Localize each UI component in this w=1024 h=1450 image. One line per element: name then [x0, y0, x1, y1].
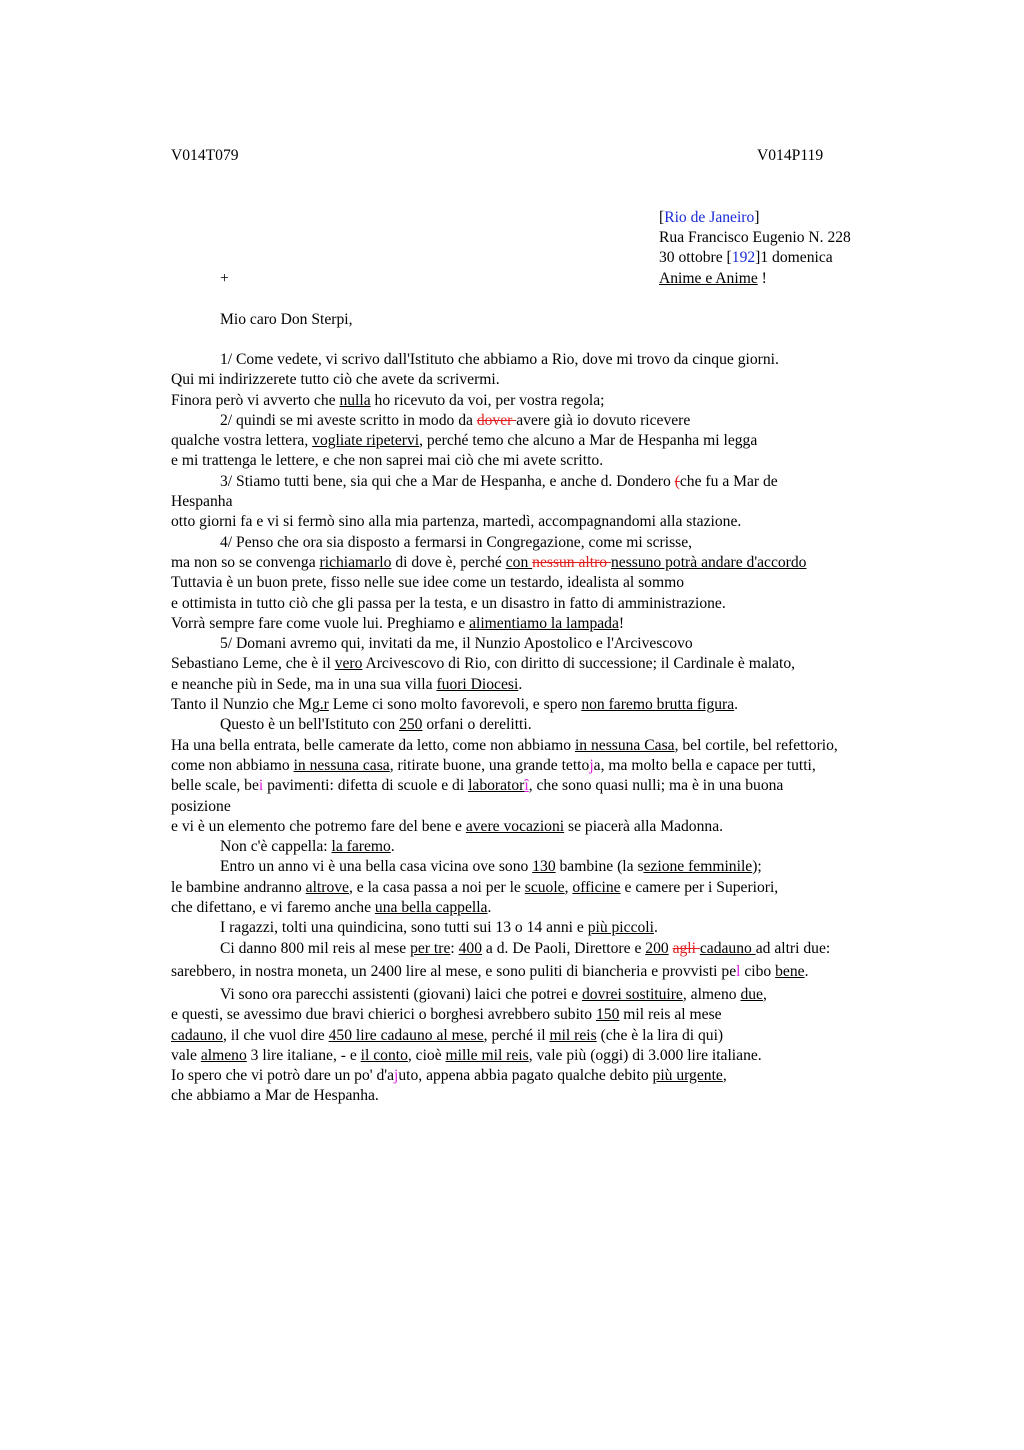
correction-text: l: [736, 962, 741, 980]
letter-line: [171, 594, 931, 614]
line-text: a, ma molto bella e capace per tutti,: [593, 756, 816, 774]
date-year: 192: [731, 249, 756, 266]
struck-text: agli: [672, 939, 700, 957]
date-prefix: 30 ottobre [: [659, 249, 732, 266]
line-text: otto giorni fa e vi si fermò sino alla mia partenza, martedì, accompagnandomi alla stazione.: [171, 513, 742, 531]
line-text: :: [450, 939, 459, 957]
line-text: e neanche più in Sede, ma in una sua villa: [171, 675, 437, 693]
underlined-text: 130: [532, 858, 556, 876]
line-text: , bel cortile, bel refettorio,: [674, 736, 838, 754]
line-text: a d. De Paoli, Direttore e: [482, 939, 646, 957]
letter-line: [171, 797, 931, 817]
underlined-text: officine: [572, 878, 621, 896]
line-text: cibo: [740, 962, 776, 980]
letter-line: [171, 857, 931, 877]
line-text: che fu a Mar de: [679, 472, 778, 490]
letter-line: [171, 878, 931, 898]
line-text: Finora però vi avverto che: [171, 391, 340, 409]
line-text: e questi, se avessimo due bravi chierici o borghesi avrebbero subito: [171, 1006, 596, 1024]
underlined-text: 150: [595, 1006, 620, 1024]
line-text: ,: [722, 1067, 727, 1085]
line-text: ,: [564, 878, 573, 896]
line-text: 1/ Come vedete, vi scrivo dall'Istituto che abbiamo a Rio, dove mi trovo da cinque giorni.: [220, 351, 779, 368]
motto: [659, 269, 767, 289]
line-text: e camere per i Superiori,: [620, 878, 779, 896]
underlined-text: vero: [334, 655, 363, 673]
underlined-text: cadauno: [699, 939, 756, 957]
underlined-text: in nessuna casa: [293, 756, 390, 774]
underlined-text: cadauno: [171, 1026, 223, 1044]
letter-line: [171, 1005, 931, 1025]
letter-line: [171, 1066, 931, 1086]
line-text: .: [653, 919, 658, 937]
salutation: Mio caro Don Sterpi,: [220, 311, 353, 328]
underlined-text: ezione femminile: [643, 858, 753, 876]
line-text: e mi trattenga le lettere, e che non saprei mai ciò che mi avete scritto.: [171, 452, 604, 470]
letter-line: [171, 553, 931, 573]
line-text: Ha una bella entrata, belle camerate da letto, come non abbiamo: [171, 736, 575, 754]
underlined-text: in nessuna Casa: [574, 736, 675, 754]
line-text: , perché il: [483, 1026, 550, 1044]
underlined-text: non faremo brutta figura: [581, 696, 735, 714]
underlined-text: almeno: [200, 1046, 247, 1064]
line-text: ,: [762, 985, 767, 1003]
letter-line: [171, 614, 931, 634]
line-text: sarebbero, in nostra moneta, un 2400 lire al mese, e sono puliti di biancheria e provvisti pe: [171, 962, 737, 980]
letter-date: [659, 248, 833, 268]
letter-line: [171, 675, 931, 695]
underlined-text: richiamarlo: [319, 553, 392, 571]
right-code: V014P119: [757, 147, 824, 164]
motto-end: !: [757, 270, 767, 287]
line-text: Vorrà sempre fare come vuole lui. Preghiamo e: [171, 614, 470, 632]
underlined-text: .r: [319, 696, 329, 714]
letter-line: [171, 431, 931, 451]
line-text: mil reis al mese: [619, 1006, 722, 1024]
line-text: Io spero che vi potrò dare un po' d'a: [171, 1067, 394, 1085]
letter-line: [171, 654, 931, 674]
underlined-text: scuole: [524, 878, 565, 896]
letter-line: [171, 573, 931, 593]
line-text: Leme ci sono molto favorevoli, e spero: [328, 696, 582, 714]
letter-line: [171, 472, 931, 492]
line-text: uto, appena abbia pagato qualche debito: [398, 1067, 653, 1085]
underlined-text: altrove: [305, 878, 349, 896]
letter-line: [171, 939, 931, 959]
line-text: e ottimista in tutto ciò che gli passa per la testa, e un disastro in fatto di amministrazione.: [171, 594, 726, 612]
underlined-text: 450 lire cadauno al mese: [328, 1026, 484, 1044]
underlined-text: fuori Diocesi: [436, 675, 519, 693]
address-street: Rua Francisco Eugenio N. 228: [659, 229, 851, 246]
line-text: di dove è, perché: [391, 553, 506, 571]
letter-line: [171, 634, 931, 654]
underlined-text: nessuno potrà andare d'accordo: [610, 553, 807, 571]
letter-line: [171, 959, 931, 985]
underlined-text: vogliate ripetervi: [312, 432, 420, 450]
struck-text: nessun altro: [532, 553, 611, 571]
line-text: che difettano, e vi faremo anche: [171, 899, 375, 917]
line-text: le bambine andranno: [171, 878, 306, 896]
letter-line: [171, 817, 931, 837]
underlined-text: nulla: [339, 391, 371, 409]
struck-text: dover: [476, 411, 517, 429]
correction-text: i: [258, 777, 264, 795]
underlined-text: mil reis: [549, 1026, 597, 1044]
underlined-text: due: [740, 985, 763, 1003]
line-text: ho ricevuto da voi, per vostra regola;: [370, 391, 605, 409]
line-text: posizione: [171, 797, 231, 815]
line-text: , ritirate buone, una grande tetto: [389, 756, 590, 774]
line-text: Tuttavia è un buon prete, fisso nelle sue idee come un testardo, idealista al sommo: [171, 574, 685, 592]
underlined-text: dovrei sostituire: [581, 985, 683, 1003]
underlined-text: più piccoli: [587, 919, 654, 937]
underlined-text: mille mil reis: [445, 1046, 529, 1064]
line-text: I ragazzi, tolti una quindicina, sono tutti sui 13 o 14 anni e: [220, 919, 588, 937]
underlined-text: più urgente: [652, 1067, 723, 1085]
line-text: .: [804, 962, 809, 980]
underlined-text: con: [505, 553, 533, 571]
letter-line: [171, 370, 931, 390]
letter-line: [171, 391, 931, 411]
underlined-text: laborator: [468, 777, 525, 795]
line-text: 3/ Stiamo tutti bene, sia qui che a Mar de Hespanha, e anche d. Dondero: [220, 472, 675, 490]
line-text: , che sono quasi nulli; ma è in una buona: [528, 777, 784, 795]
line-text: Qui mi indirizzerete tutto ciò che avete da scrivermi.: [171, 371, 500, 389]
underlined-text: la faremo: [331, 838, 391, 856]
line-text: e vi è un elemento che potremo fare del bene e: [171, 817, 466, 835]
line-text: Ci danno 800 mil reis al mese: [220, 939, 411, 957]
line-text: pavimenti: difetta di scuole e di: [263, 777, 469, 795]
letter-line: [171, 918, 931, 938]
line-text: Hespanha: [171, 493, 233, 511]
letter-line: [171, 776, 931, 796]
motto-text: Anime e Anime: [659, 270, 758, 287]
line-text: avere già io dovuto ricevere: [516, 411, 691, 429]
letter-line: [171, 512, 931, 532]
line-text: );: [752, 858, 762, 876]
letter-line: [171, 492, 931, 512]
line-text: 5/ Domani avremo qui, invitati da me, il Nunzio Apostolico e l'Arcivescovo: [220, 635, 693, 653]
letter-line: [171, 898, 931, 918]
line-text: , vale più (oggi) di 3.000 lire italiane.: [528, 1046, 762, 1064]
address-city: [Rio de Janeiro]: [659, 209, 760, 226]
letter-line: [171, 350, 931, 370]
line-text: se piacerà alla Madonna.: [564, 817, 724, 835]
letter-line: [171, 985, 931, 1005]
letter-line: [171, 533, 931, 553]
line-text: !: [618, 614, 625, 632]
letter-line: [171, 736, 931, 756]
underlined-text: 200: [645, 939, 669, 957]
line-text: 3 lire italiane, - e: [246, 1046, 361, 1064]
line-text: Vi sono ora parecchi assistenti (giovani) laici che potrei e: [220, 985, 582, 1003]
line-text: orfani o derelitti.: [422, 716, 532, 734]
line-text: belle scale, be: [171, 777, 259, 795]
line-text: (che è la lira di qui): [596, 1026, 724, 1044]
line-text: qualche vostra lettera,: [171, 432, 313, 450]
underlined-text: 400: [458, 939, 483, 957]
line-text: Questo è un bell'Istituto con: [220, 716, 400, 734]
underlined-text: avere vocazioni: [465, 817, 565, 835]
line-text: Sebastiano Leme, che è il: [171, 655, 335, 673]
letter-body: [171, 350, 931, 1107]
line-text: .: [487, 899, 492, 917]
struck-text: (: [674, 472, 680, 490]
underlined-text: bene: [775, 962, 805, 980]
underlined-text: alimentiamo la lampada: [469, 614, 619, 632]
line-text: 4/ Penso che ora sia disposto a fermarsi in Congregazione, come mi scrisse,: [220, 533, 693, 551]
underlined-text: per tre: [410, 939, 451, 957]
underlined-text: una bella cappella: [374, 899, 488, 917]
letter-line: [171, 837, 931, 857]
underlined-text: il conto: [360, 1046, 408, 1064]
letter-line: [171, 1046, 931, 1066]
letter-line: [171, 1086, 931, 1106]
line-text: bambine (la s: [555, 858, 644, 876]
cross-mark: +: [220, 270, 229, 287]
line-text: Tanto il Nunzio che Mg: [171, 696, 320, 714]
line-text: ad altri due:: [755, 939, 831, 957]
line-text: , il che vuol dire: [222, 1026, 329, 1044]
line-text: 2/ quindi se mi aveste scritto in modo da: [220, 411, 477, 429]
letter-line: [171, 715, 931, 735]
city-name: Rio de Janeiro: [664, 209, 755, 226]
letter-line: [171, 756, 931, 776]
letter-line: [171, 1026, 931, 1046]
left-code: V014T079: [171, 147, 239, 164]
line-text: Entro un anno vi è una bella casa vicina ove sono: [220, 858, 533, 876]
line-text: che abbiamo a Mar de Hespanha.: [171, 1087, 379, 1105]
line-text: Arcivescovo di Rio, con diritto di successione; il Cardinale è malato,: [362, 655, 796, 673]
line-text: , almeno: [682, 985, 741, 1003]
correction-text: j: [589, 756, 594, 774]
line-text: .: [518, 675, 523, 693]
date-suffix: ]1 domenica: [755, 249, 833, 266]
line-text: , cioè: [407, 1046, 446, 1064]
letter-line: [171, 411, 931, 431]
line-text: .: [734, 696, 739, 714]
correction-text: j: [394, 1067, 399, 1085]
line-text: Non c'è cappella:: [220, 838, 332, 856]
line-text: , e la casa passa a noi per le: [348, 878, 525, 896]
line-text: , perché temo che alcuno a Mar de Hespanha mi legga: [419, 432, 758, 450]
line-text: ma non so se convenga: [171, 553, 320, 571]
line-text: come non abbiamo: [171, 756, 294, 774]
line-text: .: [390, 838, 395, 856]
underlined-text: 250: [399, 716, 423, 734]
line-text: vale: [171, 1046, 201, 1064]
letter-line: [171, 451, 931, 471]
underlined-text: î: [524, 777, 529, 795]
letter-line: [171, 695, 931, 715]
